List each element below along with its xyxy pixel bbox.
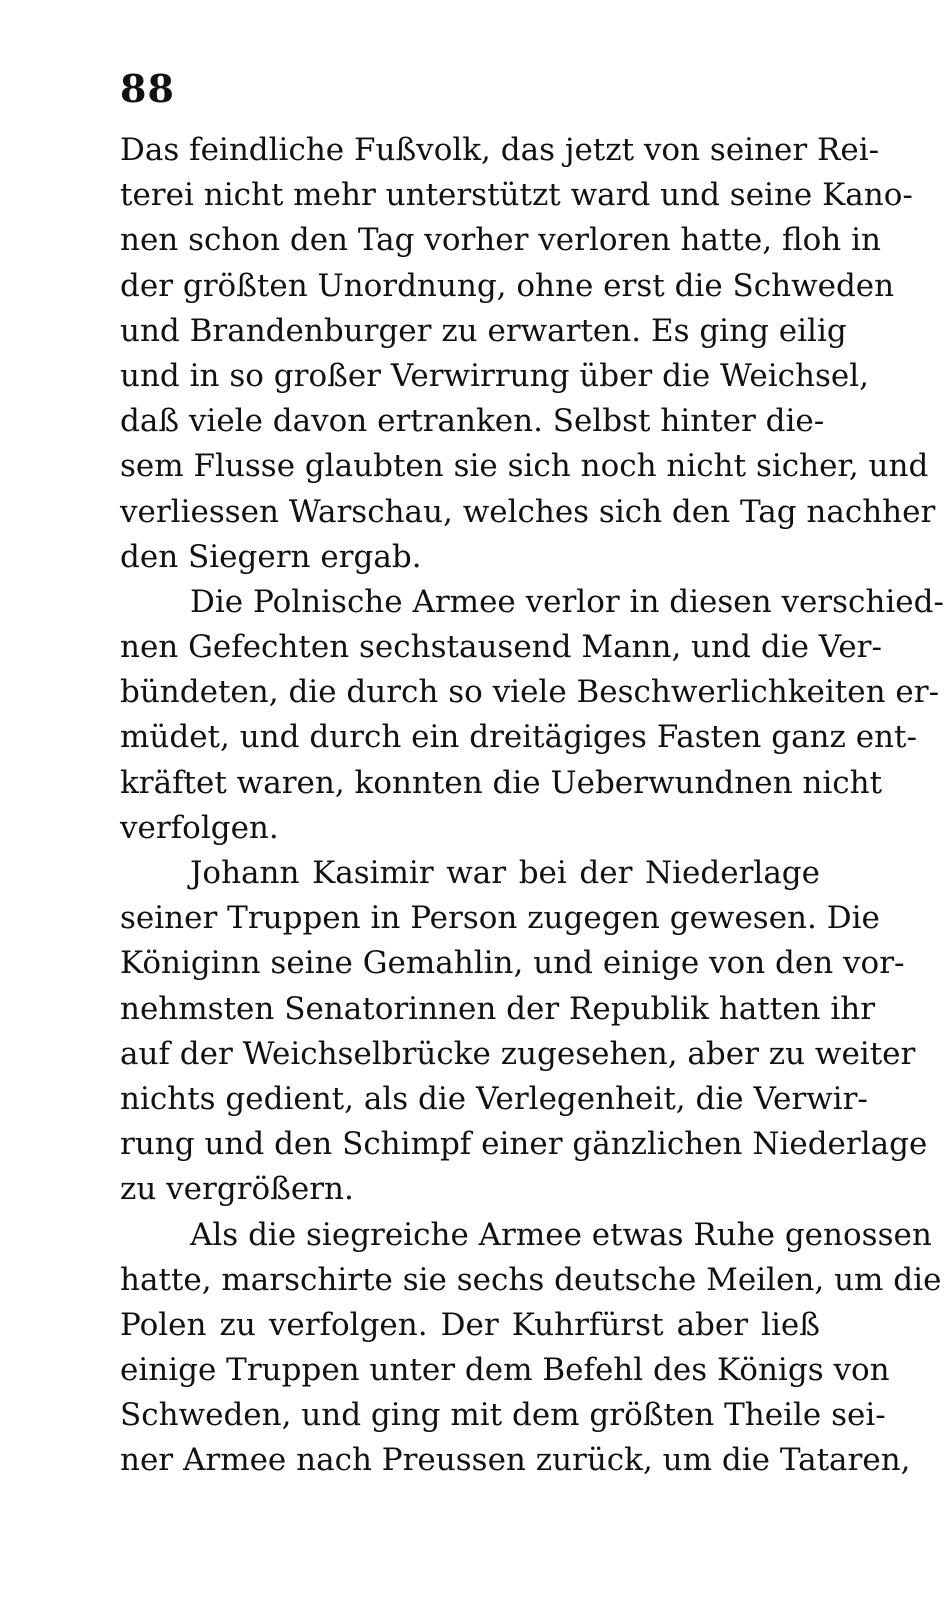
text-line: nehmsten Senatorinnen der Republik hatten ihr [120, 990, 876, 1027]
paragraph-4 [120, 1213, 942, 1484]
paragraph-1 [120, 128, 936, 580]
text-line: nichts gedient, als die Verlegenheit, die Verwir- [120, 1080, 868, 1117]
text-line: Königinn seine Gemahlin, und einige von den vor- [120, 945, 905, 982]
text-line: verfolgen. [120, 809, 279, 846]
text-line: ner Armee nach Preussen zurück, um die Tataren, [120, 1442, 911, 1479]
text-line: terei nicht mehr unterstützt ward und seine Kano- [120, 177, 913, 214]
text-line: hatte, marschirte sie sechs deutsche Meilen, um die [120, 1261, 942, 1298]
text-line: nen Gefechten sechstausend Mann, und die Ver- [120, 629, 882, 666]
text-line: zu vergrößern. [120, 1171, 354, 1208]
paragraph-3 [120, 851, 928, 1213]
text-line: daß viele davon ertranken. Selbst hinter die- [120, 403, 825, 440]
text-line: auf der Weichselbrücke zugesehen, aber zu weiter [120, 1035, 916, 1072]
text-line: und in so großer Verwirrung über die Weichsel, [120, 357, 869, 394]
text-line: bündeten, die durch so viele Beschwerlichkeiten er- [120, 674, 940, 711]
text-line: sem Flusse glaubten sie sich noch nicht sicher, und [120, 448, 929, 485]
text-line: Polen zu verfolgen. Der Kuhrfürst aber ließ [120, 1306, 820, 1343]
text-line: Das feindliche Fußvolk, das jetzt von seiner Rei- [120, 132, 880, 168]
text-line: und Brandenburger zu erwarten. Es ging eilig [120, 312, 847, 349]
text-line: Als die siegreiche Armee etwas Ruhe genossen [190, 1216, 932, 1253]
text-line: der größten Unordnung, ohne erst die Schweden [120, 267, 895, 304]
page-number: 88 [120, 66, 175, 111]
text-line: kräftet waren, konnten die Ueberwundnen nicht [120, 764, 883, 801]
text-line: den Siegern ergab. [120, 538, 422, 575]
body-text [120, 128, 944, 1484]
text-line: einige Truppen unter dem Befehl des Königs von [120, 1352, 890, 1389]
text-line: seiner Truppen in Person zugegen gewesen. Die [120, 900, 880, 937]
text-line: nen schon den Tag vorher verloren hatte, floh in [120, 222, 881, 259]
text-line: Die Polnische Armee verlor in diesen verschied- [190, 583, 944, 620]
text-line: müdet, und durch ein dreitägiges Fasten ganz ent- [120, 719, 917, 756]
text-line: Johann Kasimir war bei der Niederlage [190, 855, 820, 891]
text-line: Schweden, und ging mit dem größten Theile sei- [120, 1397, 886, 1434]
text-line: verliessen Warschau, welches sich den Tag nachher [120, 493, 936, 530]
paragraph-2 [120, 580, 944, 851]
text-line: rung und den Schimpf einer gänzlichen Niederlage [120, 1126, 928, 1163]
